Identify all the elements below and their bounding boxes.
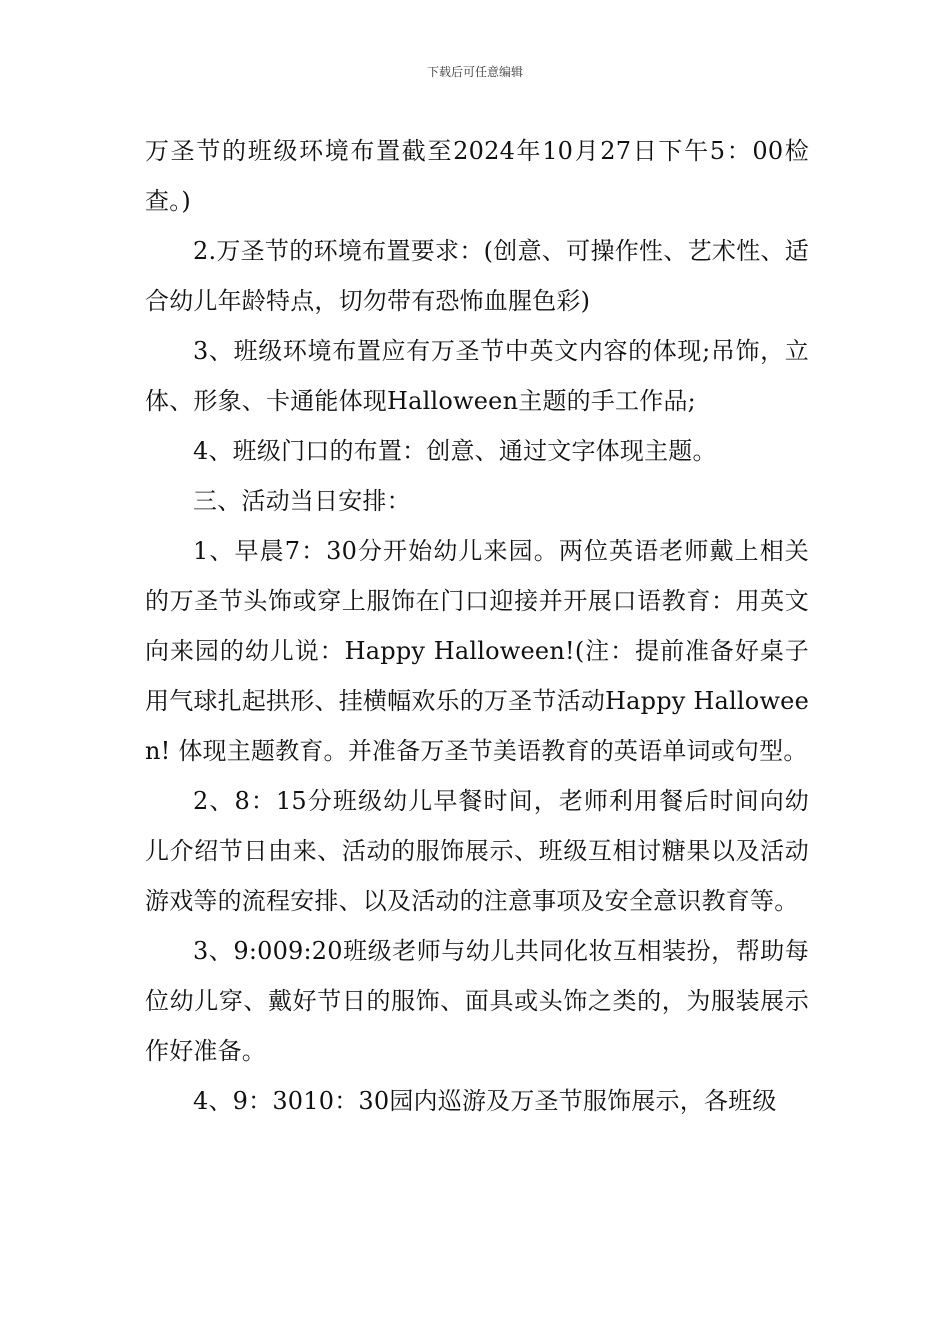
document-body bbox=[145, 126, 809, 1126]
paragraph-6: 2、8：15分班级幼儿早餐时间，老师利用餐后时间向幼儿介绍节日由来、活动的服饰展示、班级互相讨糖果以及活动游戏等的流程安排、以及活动的注意事项及安全意识教育等。 bbox=[145, 787, 809, 915]
paragraph-7: 3、9:009:20班级老师与幼儿共同化妆互相装扮，帮助每位幼儿穿、戴好节日的服饰、面具或头饰之类的，为服装展示作好准备。 bbox=[145, 937, 809, 1065]
page-header: 下载后可任意编辑 bbox=[426, 65, 523, 79]
paragraph-8: 4、9：3010：30园内巡游及万圣节服饰展示，各班级 bbox=[193, 1087, 777, 1115]
paragraph-1: 万圣节的班级环境布置截至2024年10月27日下午5：00检查。) bbox=[145, 137, 809, 215]
paragraph-3: 3、班级环境布置应有万圣节中英文内容的体现;吊饰，立体、形象、卡通能体现Halloween主题的手工作品; bbox=[145, 337, 809, 415]
paragraph-4: 4、班级门口的布置：创意、通过文字体现主题。 bbox=[193, 437, 717, 465]
section-heading-schedule: 三、活动当日安排： bbox=[193, 487, 411, 515]
paragraph-2: 2.万圣节的环境布置要求：(创意、可操作性、艺术性、适合幼儿年龄特点，切勿带有恐怖血腥色彩) bbox=[145, 237, 809, 315]
paragraph-5: 1、早晨7：30分开始幼儿来园。两位英语老师戴上相关的万圣节头饰或穿上服饰在门口迎接并开展口语教育：用英文向来园的幼儿说：Happy Halloween!(注：提前准备好桌子用气球扎起拱形、挂横幅欢乐的万圣节活动Happy Halloween! 体现主题教育。并准备万圣节美语教育的英语单词或句型。 bbox=[145, 537, 809, 765]
